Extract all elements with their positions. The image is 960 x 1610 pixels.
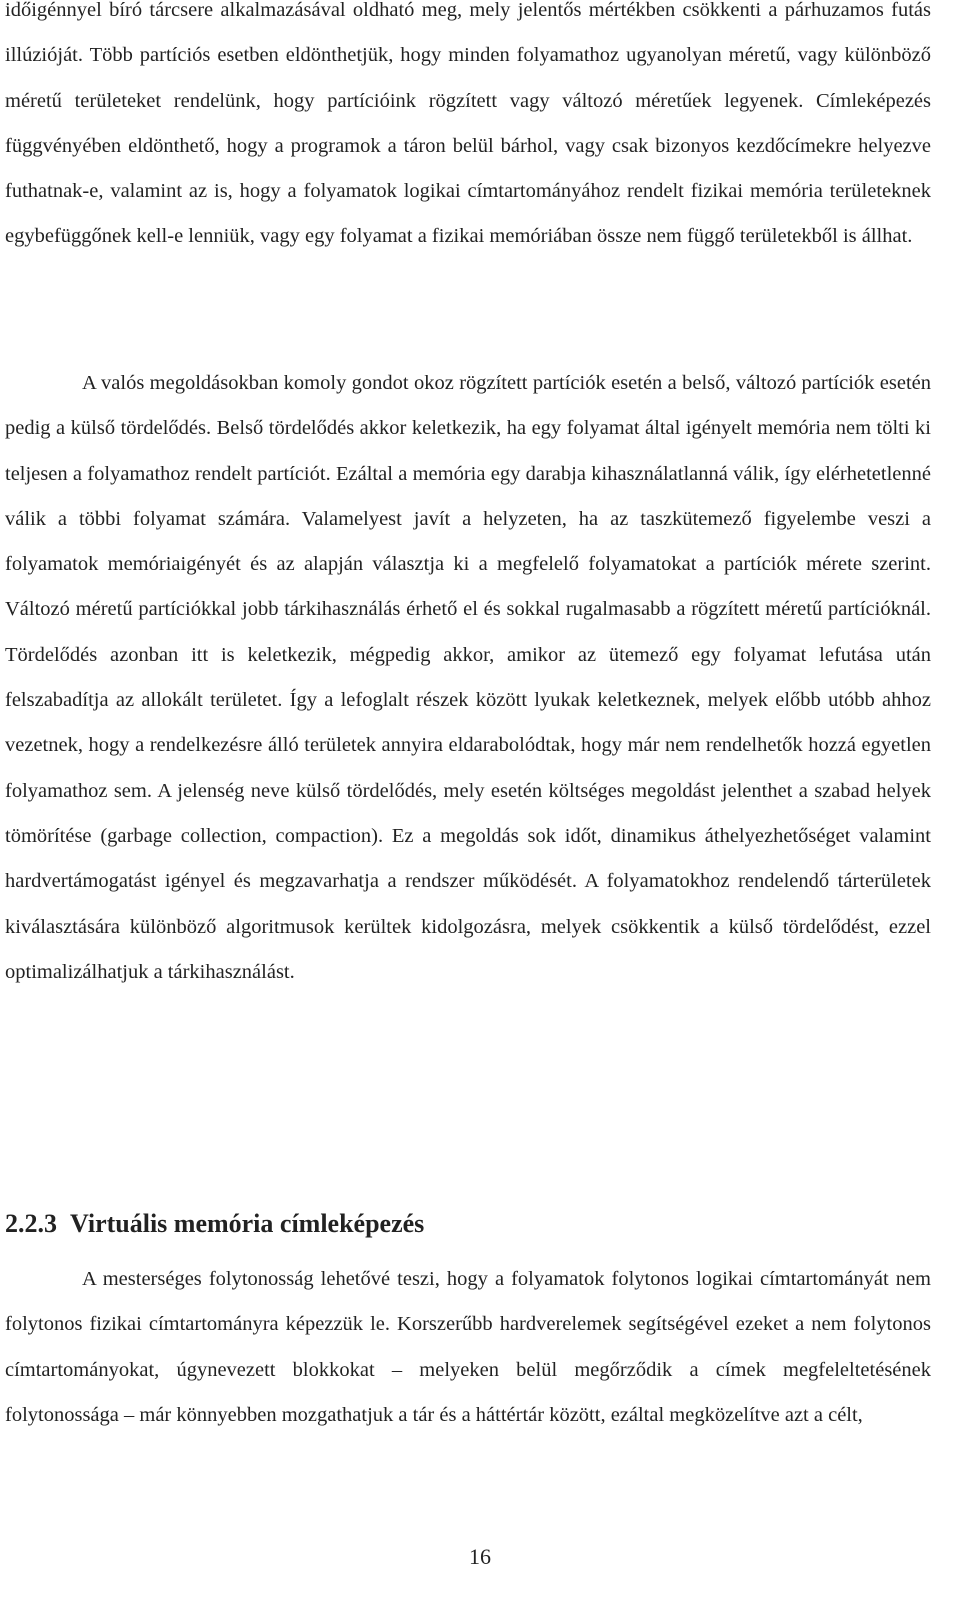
section-number: 2.2.3 (5, 1209, 57, 1238)
page-number: 16 (469, 1544, 491, 1569)
paragraph-partition-schemes: időigénnyel bíró tárcsere alkalmazásával oldható meg, mely jelentős mértékben csökkenti a párhuzamos futás illúzióját. Több partíciós esetben eldönthetjük, hogy minden folyamathoz ugyanolyan méretű, vagy különböző méretű területeket rendelünk, hogy partícióink rögzített vagy változó méretűek legyenek. Címleképezés függvényében eldönthető, hogy a programok a táron belül bárhol, vagy csak bizonyos kezdőcímekre helyezve futhatnak-e, valamint az is, hogy a folyamatok logikai címtartományához rendelt fizikai memória területeknek egybefüggőnek kell-e lenniük, vagy egy folyamat a fizikai memóriában össze nem függő területekből is állhat. (5, 0, 931, 248)
paragraph-virtual-memory: A mesterséges folytonosság lehetővé teszi, hogy a folyamatok folytonos logikai címtartományát nem folytonos fizikai címtartományra képezzük le. Korszerűbb hardverelemek segítségével ezeket a nem folytonos címtartományokat, úgynevezett blokkokat – melyeken belül megőrződik a címek megfeleltetésének folytonossága – már könnyebben mozgathatjuk a tár és a háttértár között, ezáltal megközelítve azt a célt, (5, 1268, 931, 1426)
section-title: Virtuális memória címleképezés (70, 1209, 425, 1238)
paragraph-fragmentation: A valós megoldásokban komoly gondot okoz rögzített partíciók esetén a belső, változó partíciók esetén pedig a külső tördelődés. Belső tördelődés akkor keletkezik, ha egy folyamat által igényelt memória nem tölti ki teljesen a folyamathoz rendelt partíciót. Ezáltal a memória egy darabja kihasználatlanná válik, így elérhetetlenné válik a többi folyamat számára. Valamelyest javít a helyzeten, ha az taszkütemező figyelembe veszi a folyamatok memóriaigényét és az alapján választja ki a megfelelő folyamatokat a partíciók mérete szerint. Változó méretű partíciókkal jobb tárkihasználás érhető el és sokkal rugalmasabb a rögzített méretű partícióknál. Tördelődés azonban itt is keletkezik, mégpedig akkor, amikor az ütemező egy folyamat lefutása után felszabadítja az allokált területet. Így a lefoglalt részek között lyukak keletkeznek, melyek előbb utóbb ahhoz vezetnek, hogy a rendelkezésre álló területek annyira eldarabolódtak, hogy már nem rendelhetők hozzá egyetlen folyamathoz sem. A jelenség neve külső tördelődés, mely esetén költséges megoldást jelenthet a szabad helyek tömörítése (garbage collection, compaction). Ez a megoldás sok időt, dinamikus áthelyezhetőséget valamint hardvertámogatást igényel és megzavarhatja a rendszer működését. A folyamatokhoz rendelendő tárterületek kiválasztására különböző algoritmusok kerültek kidolgozásra, melyek csökkentik a külső tördelődést, ezzel optimalizálhatjuk a tárkihasználást. (5, 372, 931, 983)
section-heading (5, 1204, 424, 1244)
